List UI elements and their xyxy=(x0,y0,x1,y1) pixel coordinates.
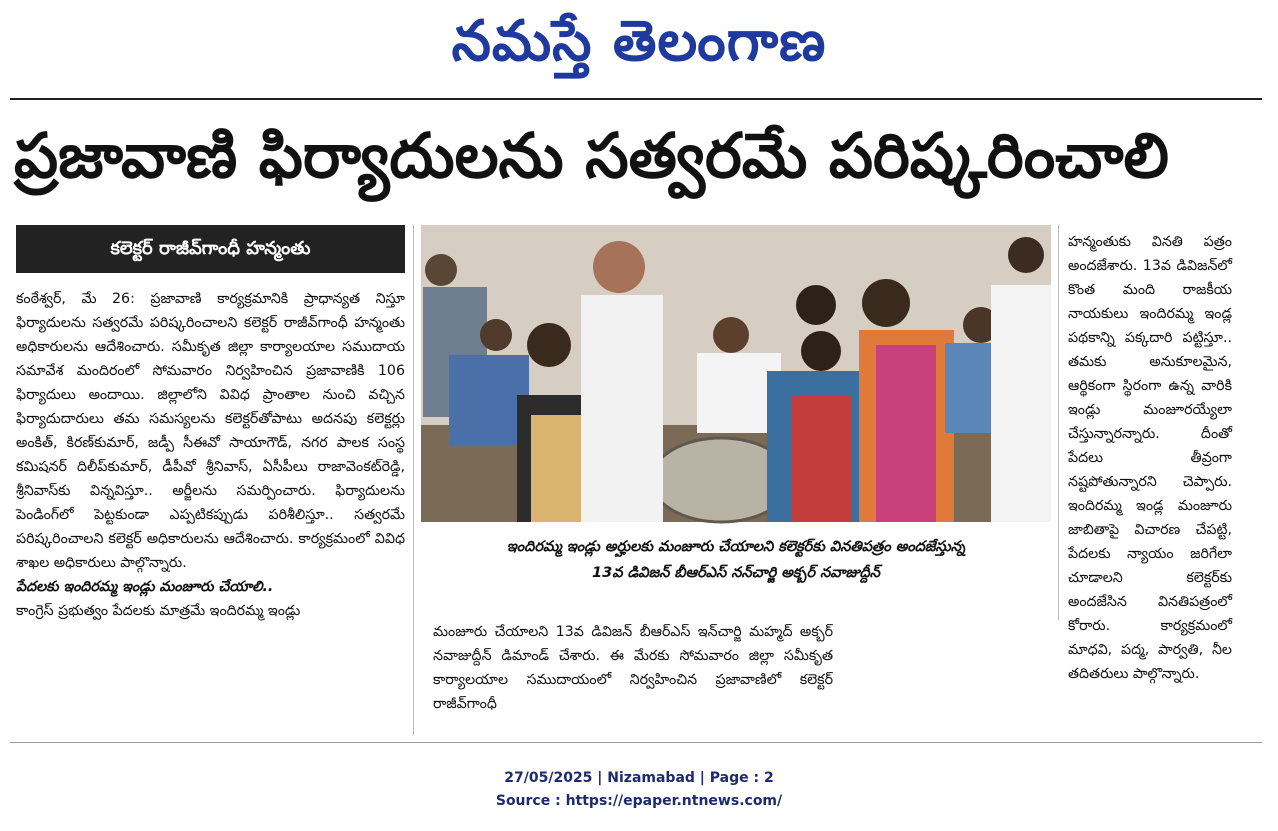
column-divider xyxy=(1058,225,1059,620)
column-right xyxy=(1068,230,1232,682)
caption-line-2: 13వ డివిజన్ బీఆర్ఎస్ నన్‌చార్జి అక్బర్ నవాజుద్దీన్ xyxy=(592,565,880,581)
article-body-right: హన్మంతుకు వినతి పత్రం అందజేశారు. 13వ డివిజన్‌లో కొంత మంది రాజకీయ నాయకులు ఇందిరమ్మ ఇండ్ల పథకాన్ని పక్కదారి పట్టిస్తూ.. తమకు అనుకూలమైన, ఆర్థికంగా స్థిరంగా ఉన్న వారికి ఇండ్లు మంజూరయ్యేలా చేస్తున్నారన్నారు. దీంతో పేదలు తీవ్రంగా నష్టపోతున్నారని చెప్పారు. ఇందిరమ్మ ఇండ్ల మంజూరు జాబితాపై విచారణ చేపట్టి, పేదలకు న్యాయం జరిగేలా చూడాలని కలెక్టర్‌కు అందజేసిన వినతిపత్రంలో కోరారు. కార్యక్రమంలో మాధవి, పద్మ, పార్వతి, నీల తదితరులు పాల్గొన్నారు. xyxy=(1068,234,1232,682)
article-body: కంఠేశ్వర్, మే 26: ప్రజావాణి కార్యక్రమానికి ప్రాధాన్యత నిస్తూ ఫిర్యాదులను సత్వరమే పరిష్కరించాలని కలెక్టర్ రాజీవ్‌గాంధీ హన్మంతు అధికారులను ఆదేశించారు. సమీకృత జిల్లా కార్యాలయాల సముదాయ సమావేశ మందిరంలో సోమవారం నిర్వహించిన ప్రజావాణికి 106 ఫిర్యాదులు అందాయి. జిల్లాలోని వివిధ ప్రాంతాల నుంచి వచ్చిన ఫిర్యాదుదారులు తమ సమస్యలను కలెక్టర్‌తోపాటు అదనపు కలెక్టర్లు అంకిత్, కిరణ్‌కుమార్, జడ్పీ సీఈవో సాయాగౌడ్, నగర పాలక సంస్థ కమిషనర్ దిలీప్‌కుమార్, డీపీవో శ్రీనివాస్, ఏసీపీలు రాజావెంకట్‌రెడ్డి, శ్రీనివాస్‌కు విన్నవిస్తూ.. అర్జీలను సమర్పించారు. ఫిర్యాదులను పెండింగ్‌లో పెట్టకుండా ఎప్పటికప్పుడు పరిశీలిస్తూ.. సత్వరమే పరిష్కరించాలని కలెక్టర్ అధికారులను ఆదేశించారు. కార్యక్రమంలో వివిధ శాఖల అధికారులు పాల్గొన్నారు. xyxy=(16,291,405,571)
article-body-mid: మంజూరు చేయాలని 13వ డివిజన్ బీఆర్ఎస్ ఇన్‌చార్జి మహ్మద్ అక్బర్ నవాజుద్దీన్ డిమాండ్ చేశారు. ఈ మేరకు సోమవారం జిల్లా సమీకృత కార్యాలయాల సముదాయంలో నిర్వహించిన ప్రజావాణిలో కలెక్టర్ రాజీవ్‌గాంధీ xyxy=(433,624,833,712)
article-subhead: పేదలకు ఇందిరమ్మ ఇండ్లు మంజూరు చేయాలి.. xyxy=(16,579,274,595)
article-body-continued: కాంగ్రెస్ ప్రభుత్వం పేదలకు మాత్రమే ఇందిరమ్మ ఇండ్లు xyxy=(16,603,301,619)
masthead-rule xyxy=(10,98,1262,100)
photo-illustration xyxy=(421,225,1051,522)
footer-date-line: 27/05/2025 | Nizamabad | Page : 2 xyxy=(504,770,774,786)
photo-caption xyxy=(421,534,1051,586)
masthead-logo: నమస్తే తెలంగాణ xyxy=(451,8,827,74)
column-divider xyxy=(413,225,414,735)
caption-line-1: ఇందిరమ్మ ఇండ్లు అర్హులకు మంజూరు చేయాలని కలెక్టర్‌కు వినతిపత్రం అందజేస్తున్న xyxy=(506,539,966,555)
byline: కలెక్టర్ రాజీవ్‌గాంధీ హన్మంతు xyxy=(16,225,405,273)
footer-source-line: Source : https://epaper.ntnews.com/ xyxy=(495,793,783,809)
page-bottom-rule xyxy=(10,742,1262,743)
news-photo xyxy=(421,225,1051,522)
column-mid xyxy=(433,620,833,716)
column-left xyxy=(16,287,405,623)
headline: ప్రజావాణి ఫిర్యాదులను సత్వరమే పరిష్కరించాలి xyxy=(14,119,1169,192)
